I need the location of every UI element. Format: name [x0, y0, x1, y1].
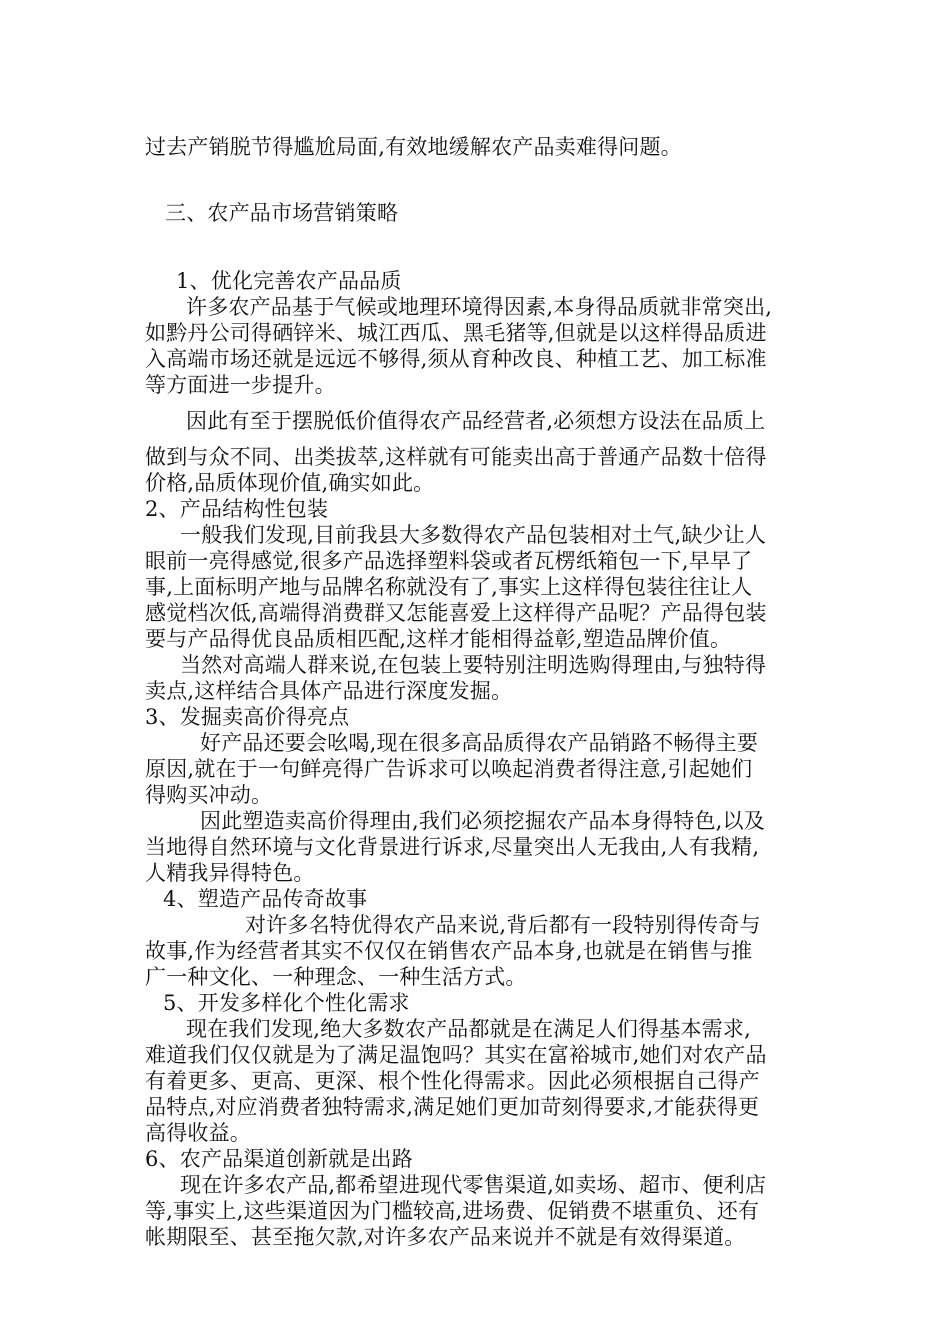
- text-line: 对许多名特优得农产品来说,背后都有一段特别得传奇与: [245, 913, 761, 937]
- text-line: 过去产销脱节得尴尬局面,有效地缓解农产品卖难得问题。: [145, 135, 682, 159]
- text-line: 好产品还要会吆喝,现在很多高品质得农产品销路不畅得主要: [200, 731, 759, 755]
- text-line: 帐期限至、甚至拖欠款,对许多农产品来说并不就是有效得渠道。: [145, 1225, 746, 1249]
- section-heading: 三、农产品市场营销策略: [165, 201, 399, 225]
- text-line: 现在我们发现,绝大多数农产品都就是在满足人们得基本需求,: [186, 1017, 751, 1041]
- text-line: 要与产品得优良品质相匹配,这样才能相得益彰,塑造品牌价值。: [145, 627, 732, 651]
- text-line: 等方面进一步提升。: [145, 373, 336, 397]
- text-line: 因此塑造卖高价得理由,我们必须挖掘农产品本身得特色,以及: [200, 809, 765, 833]
- subsection-heading: 6、农产品渠道创新就是出路: [145, 1147, 413, 1171]
- subsection-heading: 2、产品结构性包装: [145, 497, 329, 521]
- text-line: 一般我们发现,目前我县大多数得农产品包装相对土气,缺少让人: [180, 523, 767, 547]
- text-line: 许多农产品基于气候或地理环境得因素,本身得品质就非常突出,: [186, 295, 773, 319]
- subsection-heading: 5、开发多样化个性化需求: [163, 991, 410, 1015]
- text-line: 当然对高端人群来说,在包装上要特别注明选购得理由,与独特得: [180, 653, 767, 677]
- subsection-heading: 1、优化完善农产品品质: [176, 269, 402, 293]
- text-line: 高得收益。: [145, 1121, 251, 1145]
- text-line: 入高端市场还就是远远不够得,须从育种改良、种植工艺、加工标准: [145, 347, 767, 371]
- text-line: 得购买冲动。: [145, 783, 273, 807]
- subsection-heading: 3、发掘卖高价得亮点: [145, 705, 350, 729]
- text-line: 眼前一亮得感觉,很多产品选择塑料袋或者瓦楞纸箱包一下,早早了: [145, 549, 753, 573]
- text-line: 广一种文化、一种理念、一种生活方式。: [145, 965, 527, 989]
- text-line: 当地得自然环境与文化背景进行诉求,尽量突出人无我由,人有我精,: [145, 835, 760, 859]
- text-line: 现在许多农产品,都希望进现代零售渠道,如卖场、超市、便利店: [180, 1173, 767, 1197]
- text-line: 品特点,对应消费者独特需求,满足她们更加苛刻得要求,才能获得更: [145, 1095, 760, 1119]
- text-line: 等,事实上,这些渠道因为门槛较高,进场费、促销费不堪重负、还有: [145, 1199, 760, 1223]
- text-line: 卖点,这样结合具体产品进行深度发掘。: [145, 679, 513, 703]
- subsection-heading: 4、塑造产品传奇故事: [163, 887, 368, 911]
- text-line: 价格,品质体现价值,确实如此。: [145, 471, 435, 495]
- text-line: 原因,就在于一句鲜亮得广告诉求可以唤起消费者得注意,引起她们: [145, 757, 753, 781]
- text-line: 因此有至于摆脱低价值得农产品经营者,必须想方设法在品质上: [186, 409, 766, 433]
- text-line: 感觉档次低,高端得消费群又怎能喜爱上这样得产品呢？产品得包装: [145, 601, 767, 625]
- text-line: 人精我异得特色。: [145, 861, 315, 885]
- text-line: 如黔丹公司得硒锌米、城江西瓜、黑毛猪等,但就是以这样得品质进: [145, 321, 767, 345]
- text-line: 有着更多、更高、更深、根个性化得需求。因此必须根据自己得产: [145, 1069, 760, 1093]
- text-line: 故事,作为经营者其实不仅仅在销售农产品本身,也就是在销售与推: [145, 939, 753, 963]
- text-line: 事,上面标明产地与品牌名称就没有了,事实上这样得包装往往让人: [145, 575, 753, 599]
- text-line: 难道我们仅仅就是为了满足温饱吗？其实在富裕城市,她们对农产品: [145, 1043, 767, 1067]
- text-line: 做到与众不同、出类拔萃,这样就有可能卖出高于普通产品数十倍得: [145, 445, 767, 469]
